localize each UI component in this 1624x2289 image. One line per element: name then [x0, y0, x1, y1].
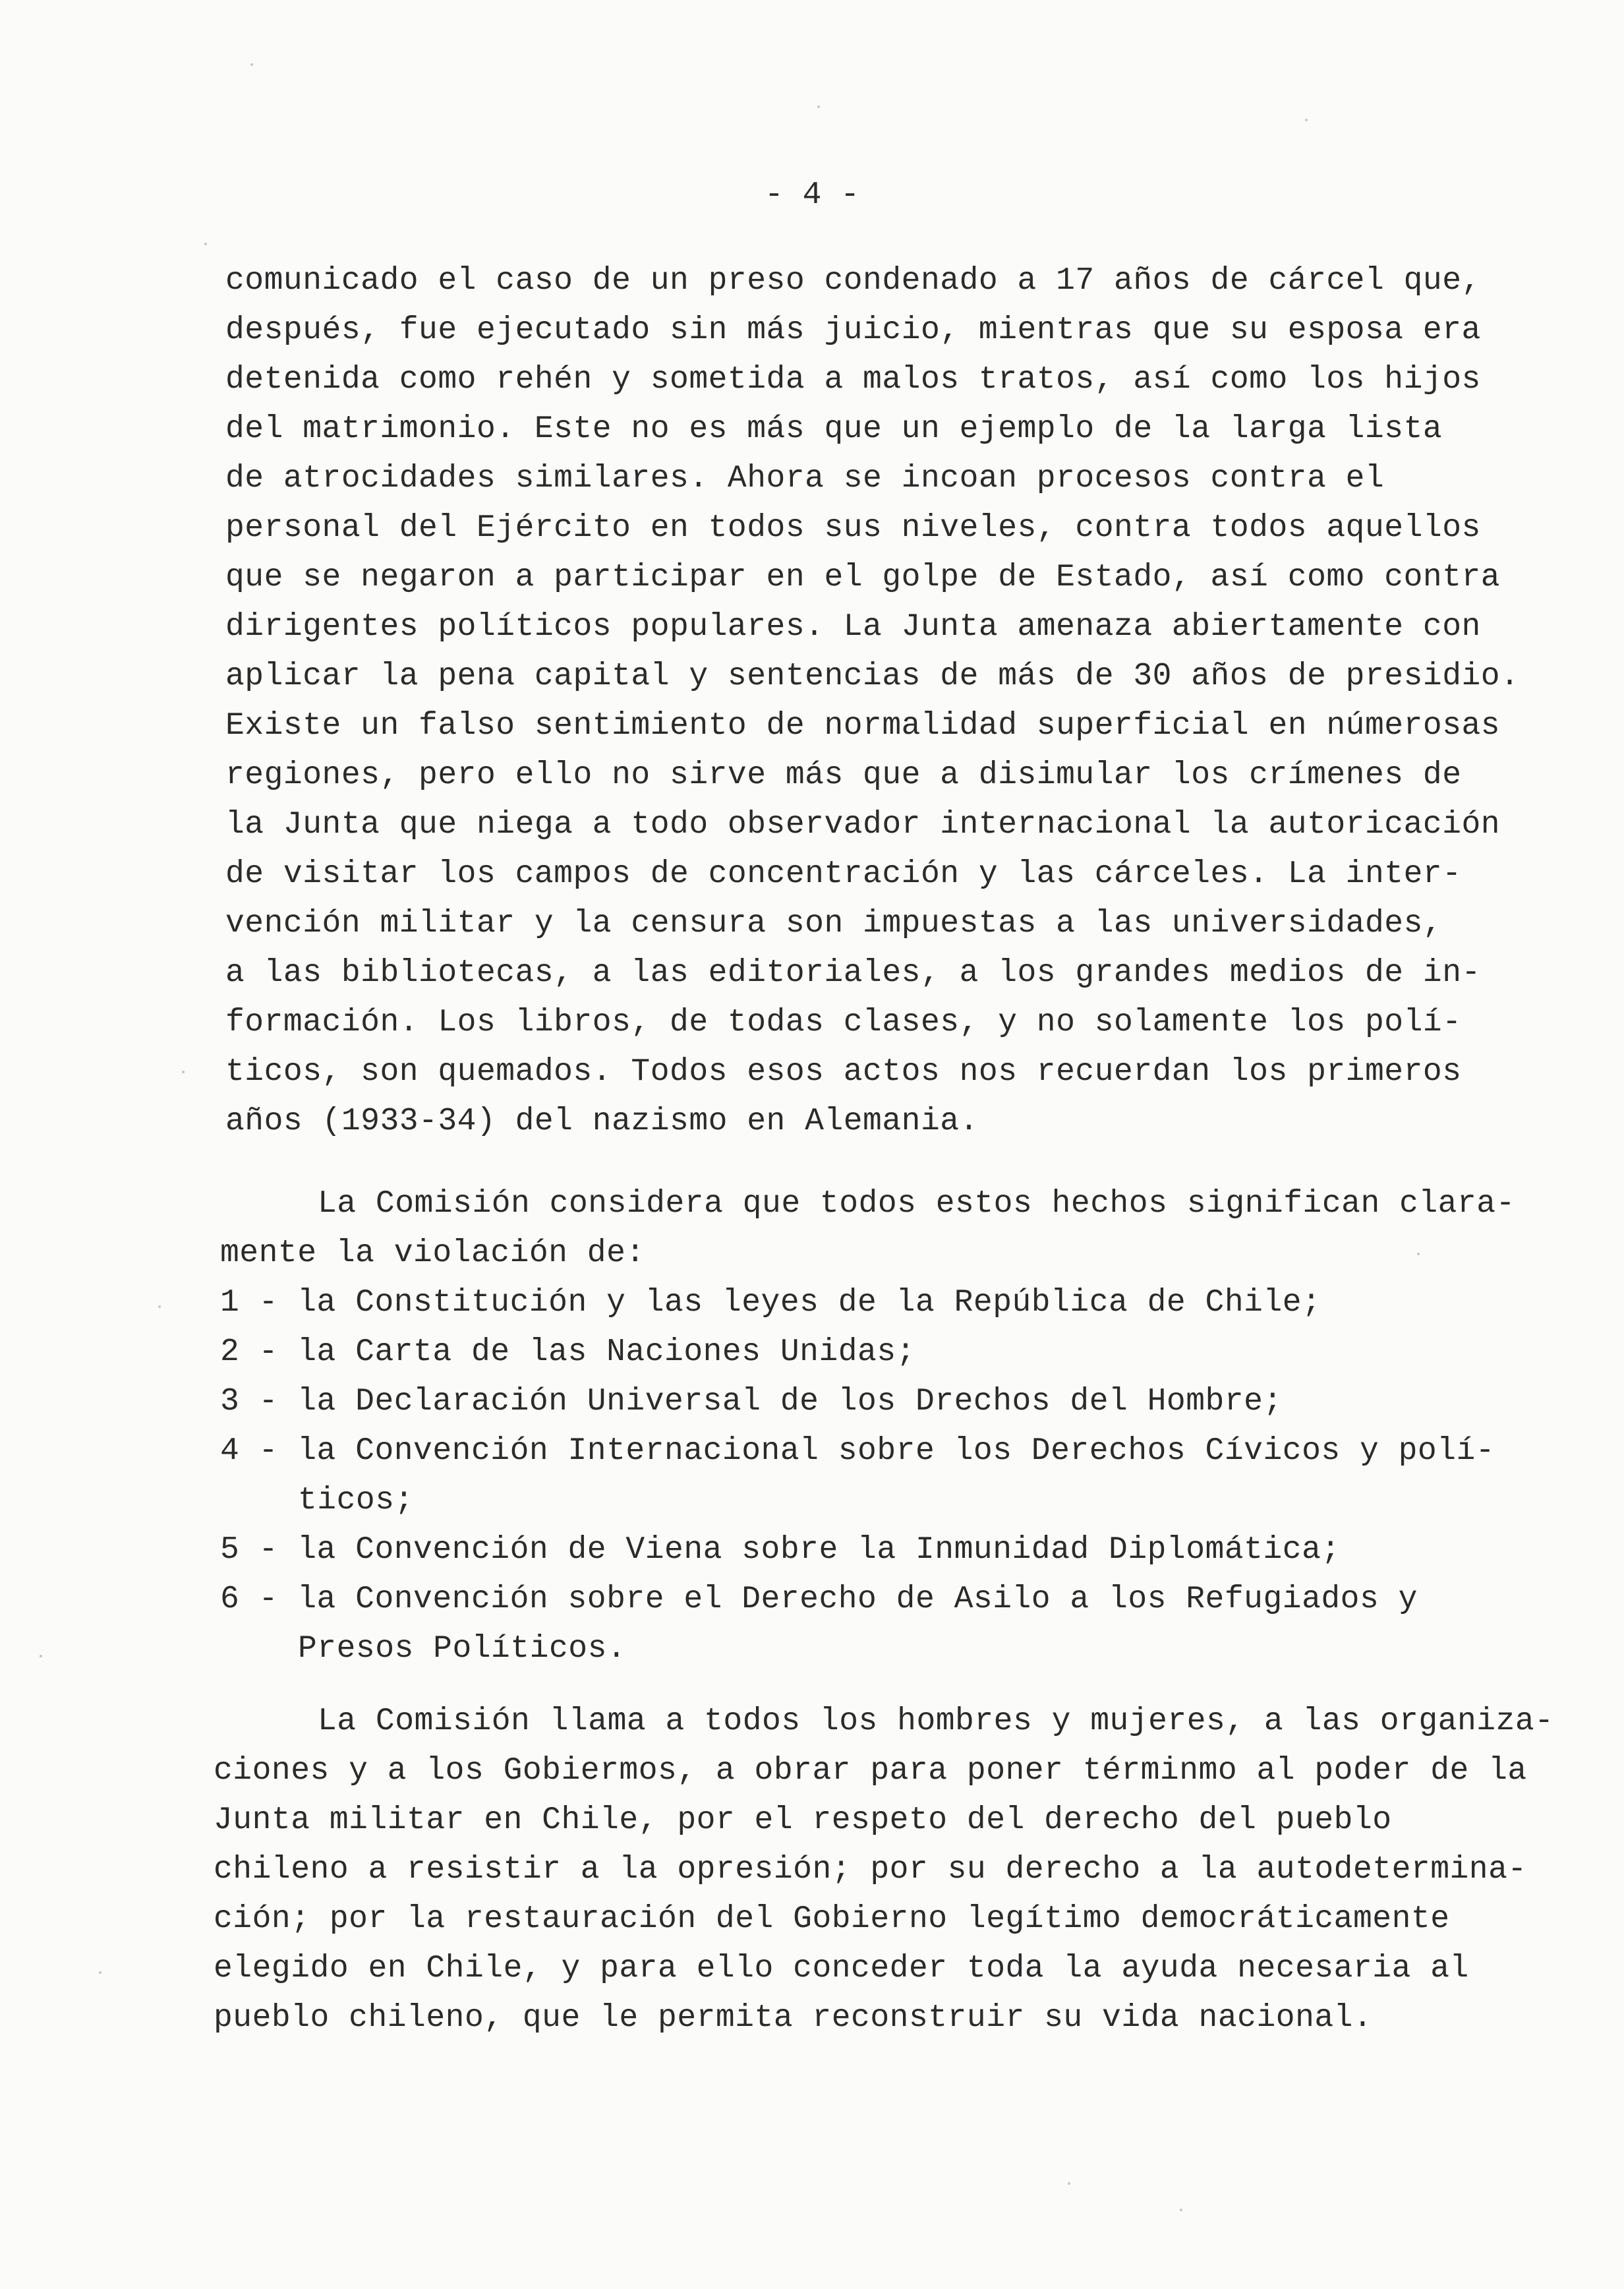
page-number: - 4 - — [764, 177, 860, 213]
text-line: aplicar la pena capital y sentencias de más de 30 años de presidio. — [225, 659, 1520, 694]
text-line: ción; por la restauración del Gobierno legítimo democráticamente — [214, 1901, 1450, 1937]
text-line: La Comisión considera que todos estos hechos significan clara- — [318, 1186, 1515, 1222]
text-line: formación. Los libros, de todas clases, y no solamente los polí- — [225, 1005, 1462, 1040]
text-line: después, fue ejecutado sin más juicio, mientras que su esposa era — [225, 312, 1481, 348]
list-item: 4 - la Convención Internacional sobre los Derechos Cívicos y polí- — [220, 1433, 1495, 1469]
list-item-continuation: ticos; — [298, 1483, 414, 1518]
text-line: regiones, pero ello no sirve más que a disimular los crímenes de — [225, 758, 1462, 793]
text-line: elegido en Chile, y para ello conceder toda la ayuda necesaria al — [214, 1951, 1469, 1986]
text-line: La Comisión llama a todos los hombres y mujeres, a las organiza- — [318, 1704, 1554, 1739]
list-item: 3 - la Declaración Universal de los Drechos del Hombre; — [220, 1384, 1283, 1419]
list-item-continuation: Presos Políticos. — [298, 1631, 627, 1667]
text-line: mente la violación de: — [220, 1235, 645, 1271]
text-line: comunicado el caso de un preso condenado a 17 años de cárcel que, — [225, 263, 1481, 299]
text-line: de atrocidades similares. Ahora se incoan procesos contra el — [225, 461, 1385, 496]
text-line: pueblo chileno, que le permita reconstruir su vida nacional. — [214, 2000, 1373, 2036]
text-line: detenida como rehén y sometida a malos tratos, así como los hijos — [225, 362, 1481, 398]
text-line: personal del Ejército en todos sus niveles, contra todos aquellos — [225, 510, 1481, 546]
text-line: Existe un falso sentimiento de normalidad superficial en númerosas — [225, 708, 1501, 744]
text-line: vención militar y la censura son impuestas a las universidades, — [225, 906, 1443, 941]
text-line: que se negaron a participar en el golpe de Estado, así como contra — [225, 560, 1501, 595]
list-item: 1 - la Constitución y las leyes de la República de Chile; — [220, 1285, 1321, 1321]
list-item: 6 - la Convención sobre el Derecho de Asilo a los Refugiados y — [220, 1582, 1418, 1617]
list-item: 5 - la Convención de Viena sobre la Inmunidad Diplomática; — [220, 1532, 1341, 1568]
text-line: del matrimonio. Este no es más que un ejemplo de la larga lista — [225, 411, 1443, 447]
list-item: 2 - la Carta de las Naciones Unidas; — [220, 1334, 915, 1370]
text-line: ciones y a los Gobiermos, a obrar para poner términmo al poder de la — [214, 1753, 1527, 1789]
text-line: dirigentes políticos populares. La Junta amenaza abiertamente con — [225, 609, 1481, 645]
text-line: a las bibliotecas, a las editoriales, a los grandes medios de in- — [225, 955, 1481, 991]
text-line: chileno a resistir a la opresión; por su derecho a la autodetermina- — [214, 1852, 1527, 1888]
text-line: la Junta que niega a todo observador internacional la autoricación — [225, 807, 1501, 843]
text-line: ticos, son quemados. Todos esos actos nos recuerdan los primeros — [225, 1054, 1462, 1090]
text-line: de visitar los campos de concentración y las cárceles. La inter- — [225, 856, 1462, 892]
text-line: Junta militar en Chile, por el respeto del derecho del pueblo — [214, 1802, 1392, 1838]
text-line: años (1933-34) del nazismo en Alemania. — [225, 1104, 979, 1139]
